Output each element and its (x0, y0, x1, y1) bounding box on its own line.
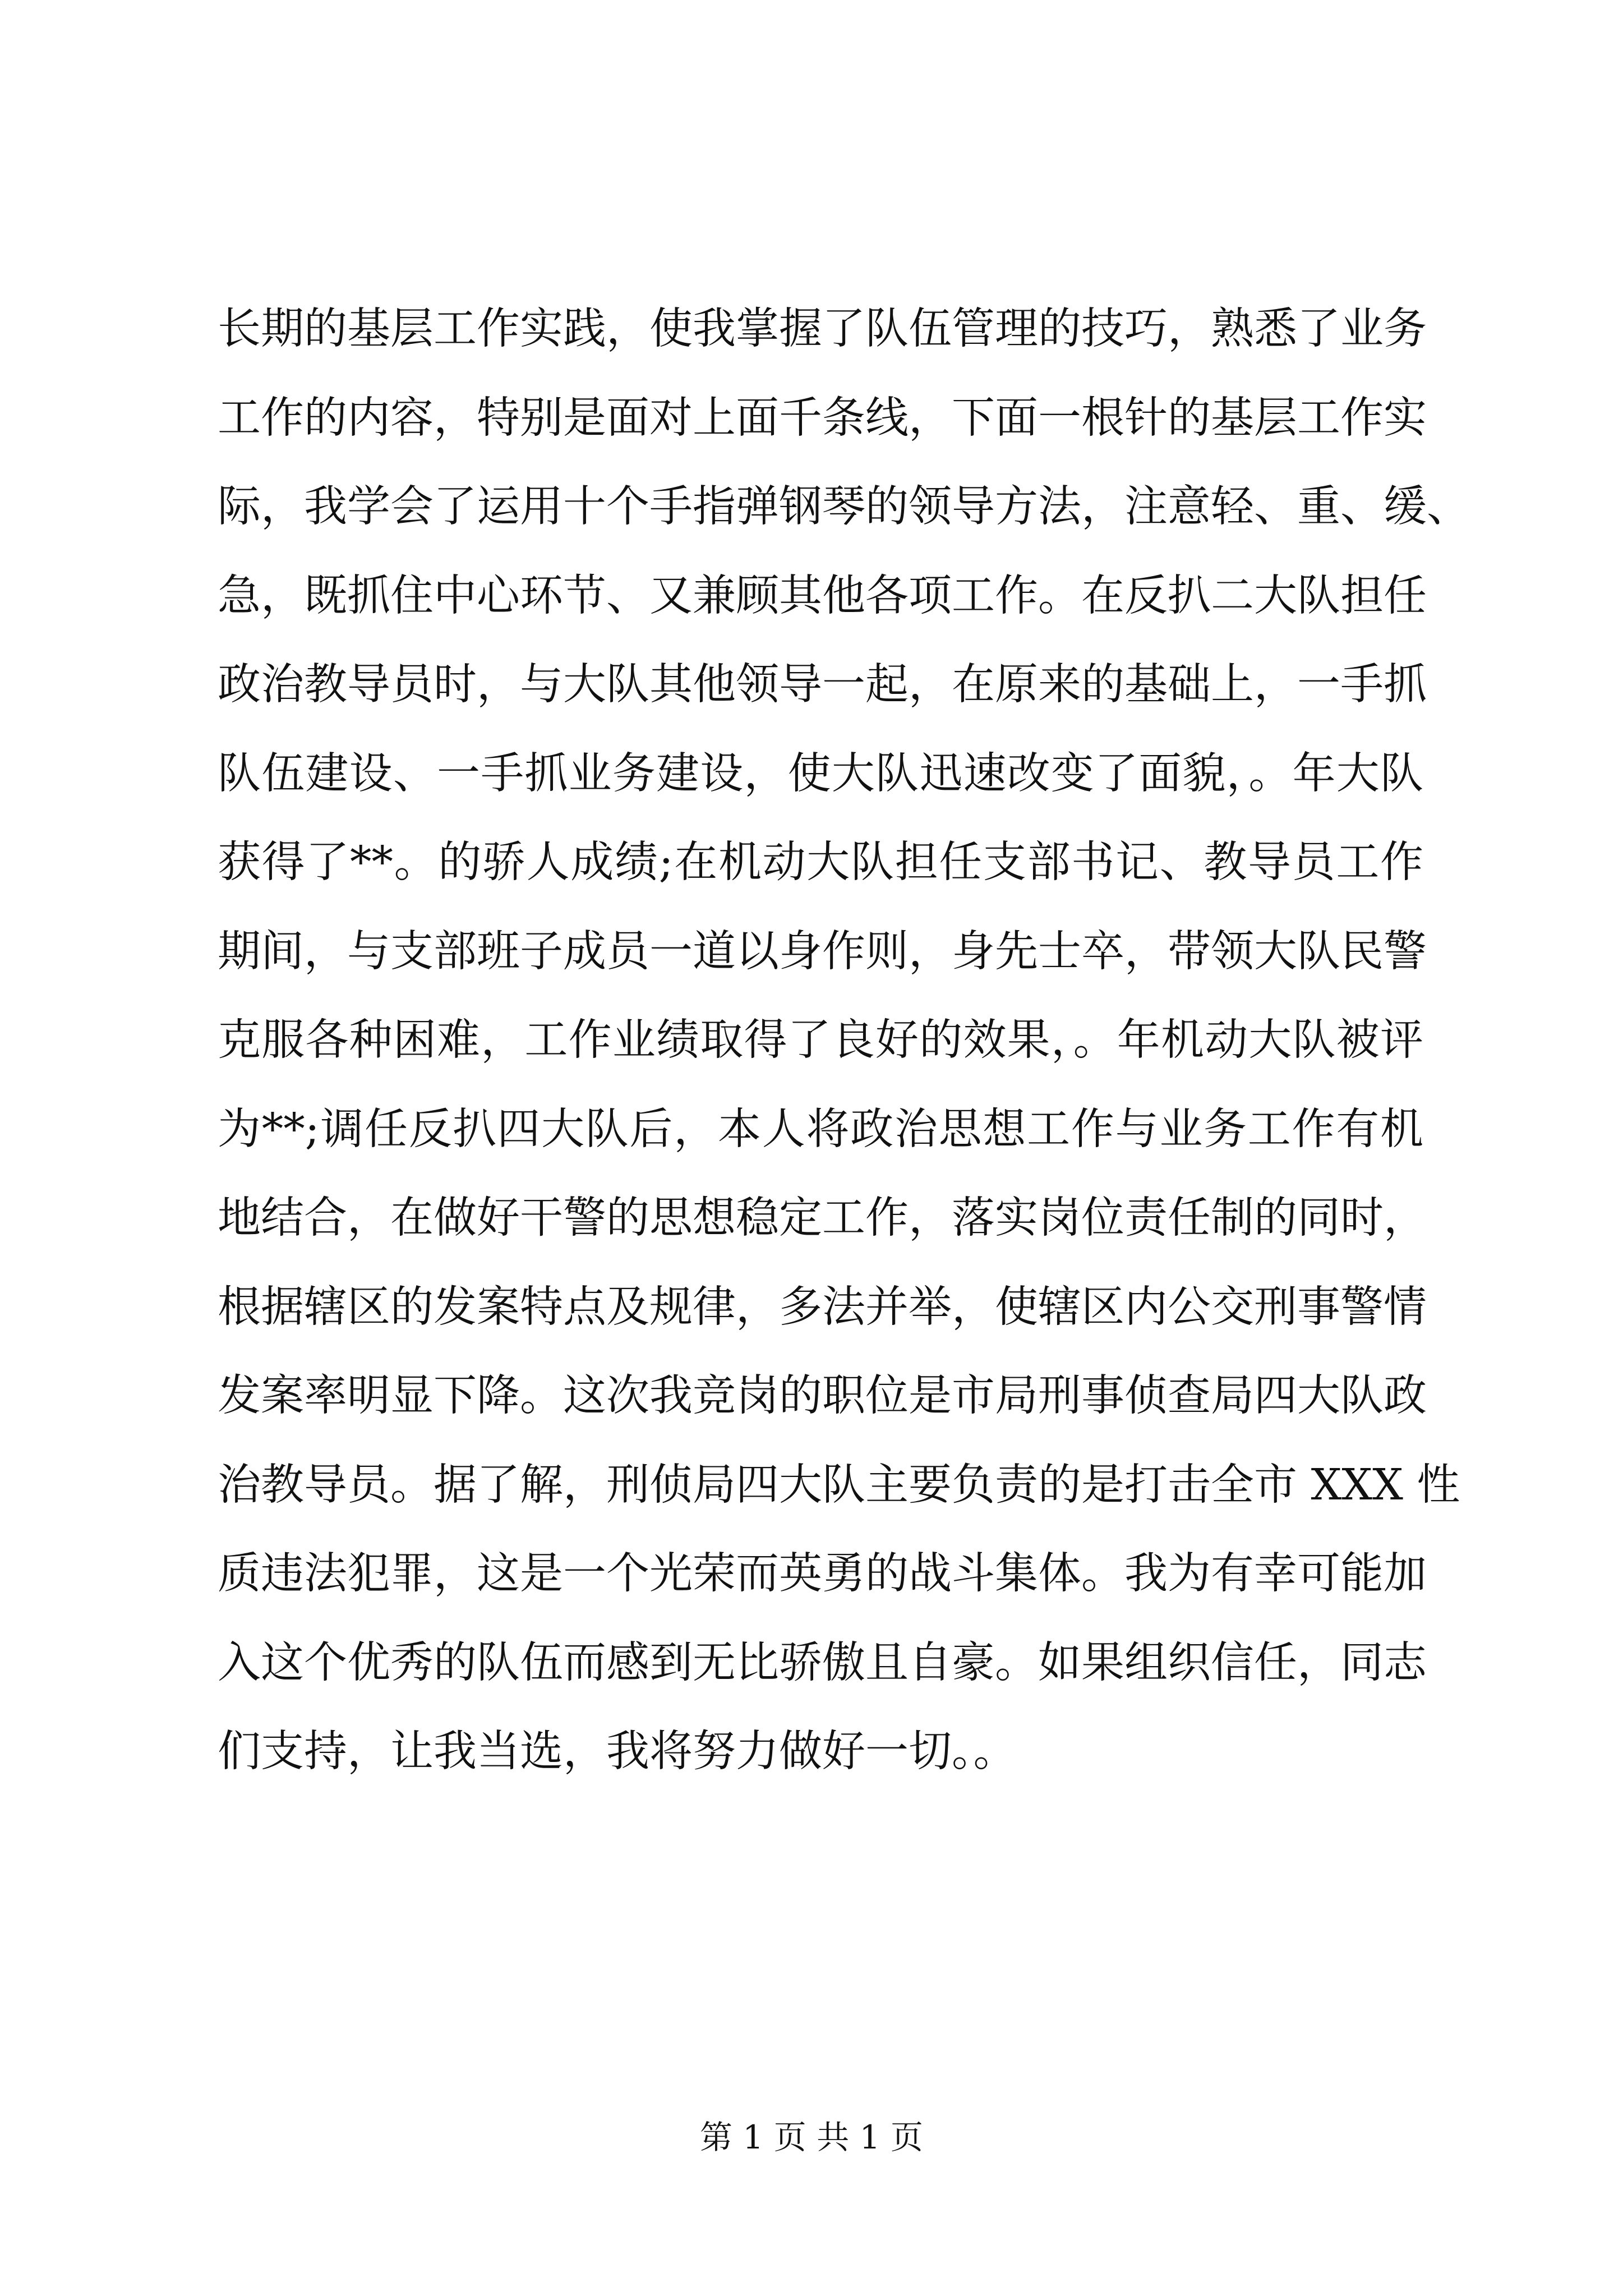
text-line: 队伍建设、一手抓业务建设，使大队迅速改变了面貌，。年大队 (218, 748, 1423, 799)
text-line: 发案率明显下降。这次我竞岗的职位是市局刑事侦查局四大队政 (218, 1371, 1427, 1421)
text-line: 治教导员。据了解，刑侦局四大队主要负责的是打击全市 XXX 性 (218, 1460, 1460, 1510)
text-line: 入这个优秀的队伍而感到无比骄傲且自豪。如果组织信任，同志 (218, 1637, 1427, 1688)
text-line: 急，既抓住中心环节、又兼顾其他各项工作。在反扒二大队担任 (218, 570, 1427, 621)
text-line: 克服各种困难，工作业绩取得了良好的效果，。年机动大队被评 (218, 1015, 1423, 1065)
page-number-label: 第 1 页 共 1 页 (700, 2118, 923, 2156)
text-line: 工作的内容，特别是面对上面千条线，下面一根针的基层工作实 (218, 393, 1427, 443)
text-line: 长期的基层工作实践，使我掌握了队伍管理的技巧，熟悉了业务 (218, 304, 1427, 354)
text-line: 质违法犯罪，这是一个光荣而英勇的战斗集体。我为有幸可能加 (218, 1549, 1427, 1599)
text-line: 期间，与支部班子成员一道以身作则，身先士卒，带领大队民警 (218, 926, 1427, 977)
text-line: 政治教导员时，与大队其他领导一起，在原来的基础上，一手抓 (218, 660, 1427, 710)
text-line: 际，我学会了运用十个手指弹钢琴的领导方法，注意轻、重、缓、 (218, 482, 1470, 532)
text-line: 根据辖区的发案特点及规律，多法并举，使辖区内公交刑事警情 (218, 1282, 1427, 1332)
page-footer (0, 2118, 1623, 2157)
text-line: 为**;调任反扒四大队后，本人将政治思想工作与业务工作有机 (218, 1104, 1423, 1154)
body-paragraph (218, 285, 1470, 1797)
text-line: 地结合，在做好干警的思想稳定工作，落实岗位责任制的同时， (218, 1193, 1427, 1243)
text-line: 们支持，让我当选，我将努力做好一切。。 (218, 1727, 1017, 1777)
text-line: 获得了**。的骄人成绩;在机动大队担任支部书记、教导员工作 (218, 838, 1423, 887)
